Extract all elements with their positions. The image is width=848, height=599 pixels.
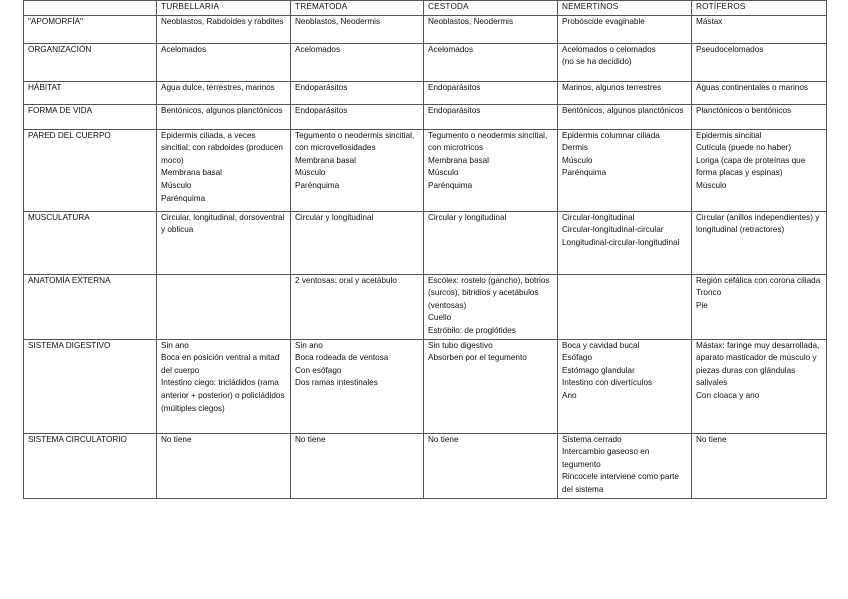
table-cell [558,274,692,339]
table-row-musculatura [24,211,827,274]
table-cell: Región cefálica con corona ciliada Tronco Pie [692,274,827,339]
table-row-apomorfia [24,15,827,43]
table-cell: Circular y longitudinal [424,211,558,274]
table-cell: Neoblastos, Rabdoides y rabdites [157,15,291,43]
column-header-trematoda: TREMATODA [291,1,424,16]
row-header-musculatura: MUSCULATURA [24,211,157,274]
table-cell: Sin tubo digestivo Absorben por el tegumento [424,339,558,433]
row-header-sistema-circulatorio: SISTEMA CIRCULATORIO [24,433,157,498]
table-cell: Agua dulce, terrestres, marinos [157,81,291,104]
comparison-table [23,0,827,499]
table-cell: Marinos, algunos terrestres [558,81,692,104]
table-row-sistema-digestivo [24,339,827,433]
table-cell: No tiene [157,433,291,498]
table-cell: Endoparásitos [291,104,424,129]
table-cell: Tegumento o neodermis sincitial, con microvellosidades Membrana basal Músculo Parénquima [291,129,424,211]
table-cell: Bentónicos, algunos planctónicos [558,104,692,129]
header-row [24,1,827,16]
table-row-sistema-circulatorio [24,433,827,498]
table-cell: Epidermis columnar ciliada Dermis Músculo Parénquima [558,129,692,211]
row-header-apomorfia: "APOMORFÍA" [24,15,157,43]
table-cell: 2 ventosas: oral y acetábulo [291,274,424,339]
table-cell: Acelomados o celomados (no se ha decidido) [558,43,692,81]
column-header-rotiferos: ROTÍFEROS [692,1,827,16]
table-row-pared-del-cuerpo [24,129,827,211]
row-header-sistema-digestivo: SISTEMA DIGESTIVO [24,339,157,433]
table-cell: Circular-longitudinal Circular-longitudinal-circular Longitudinal-circular-longitudinal [558,211,692,274]
table-cell: No tiene [692,433,827,498]
table-row-anatomia-externa [24,274,827,339]
row-header-forma-de-vida: FORMA DE VIDA [24,104,157,129]
table-cell: Circular, longitudinal, dorsoventral y oblicua [157,211,291,274]
row-header-pared-del-cuerpo: PARED DEL CUERPO [24,129,157,211]
column-header-turbellaria: TURBELLARIA [157,1,291,16]
column-header-nemertinos: NEMERTINOS [558,1,692,16]
corner-header-cell [24,1,157,16]
table-cell: Mástax [692,15,827,43]
table-row-forma-de-vida [24,104,827,129]
table-cell: Sistema cerrado Intercambio gaseoso en tegumento Rincocele interviene como parte del sistema [558,433,692,498]
table-cell: Endoparásitos [291,81,424,104]
table-cell: Sin ano Boca rodeada de ventosa Con esófago Dos ramas intestinales [291,339,424,433]
table-cell: Probóscide evaginable [558,15,692,43]
row-header-habitat: HÁBITAT [24,81,157,104]
table-cell: Epidermis sincitial Cutícula (puede no haber) Loriga (capa de proteínas que forma placas y espinas) Músculo [692,129,827,211]
row-header-anatomia-externa: ANATOMÍA EXTERNA [24,274,157,339]
table-cell: No tiene [291,433,424,498]
table-cell: Planctónicos o bentónicos [692,104,827,129]
table-cell: Epidermis ciliada, a veces sincitial; con rabdoides (producen moco) Membrana basal Músculo Parénquima [157,129,291,211]
table-row-organizacion [24,43,827,81]
table-row-habitat [24,81,827,104]
table-cell: Acelomados [291,43,424,81]
table-cell: No tiene [424,433,558,498]
table-cell: Endoparásitos [424,104,558,129]
table-cell: Circular y longitudinal [291,211,424,274]
table-cell: Escólex: rostelo (gancho), botrios (surcos), bitridios y acetábulos (ventosas) Cuello Estróbilo: de proglótides [424,274,558,339]
table-cell: Sin ano Boca en posición ventral a mitad del cuerpo Intestino ciego: tricládidos (rama anterior + posterior) o policládidos (múltiples ciegos) [157,339,291,433]
table-cell: Acelomados [157,43,291,81]
row-header-organizacion: ORGANIZACIÓN [24,43,157,81]
table-cell: Neoblastos, Neodermis [424,15,558,43]
table-cell: Mástax: faringe muy desarrollada, aparato masticador de músculo y piezas duras con glándulas salivales Con cloaca y ano [692,339,827,433]
table-cell: Tegumento o neodermis sincitial, con microtricos Membrana basal Músculo Parénquima [424,129,558,211]
table-cell: Bentónicos, algunos planctónicos [157,104,291,129]
table-cell: Circular (anillos independientes) y longitudinal (retractores) [692,211,827,274]
table-cell: Acelomados [424,43,558,81]
table-cell [157,274,291,339]
table-cell: Aguas continentales o marinos [692,81,827,104]
column-header-cestoda: CESTODA [424,1,558,16]
table-cell: Endoparásitos [424,81,558,104]
table-cell: Boca y cavidad bucal Esófago Estómago glandular Intestino con divertículos Ano [558,339,692,433]
table-cell: Neoblastos, Neodermis [291,15,424,43]
table-cell: Pseudocelomados [692,43,827,81]
